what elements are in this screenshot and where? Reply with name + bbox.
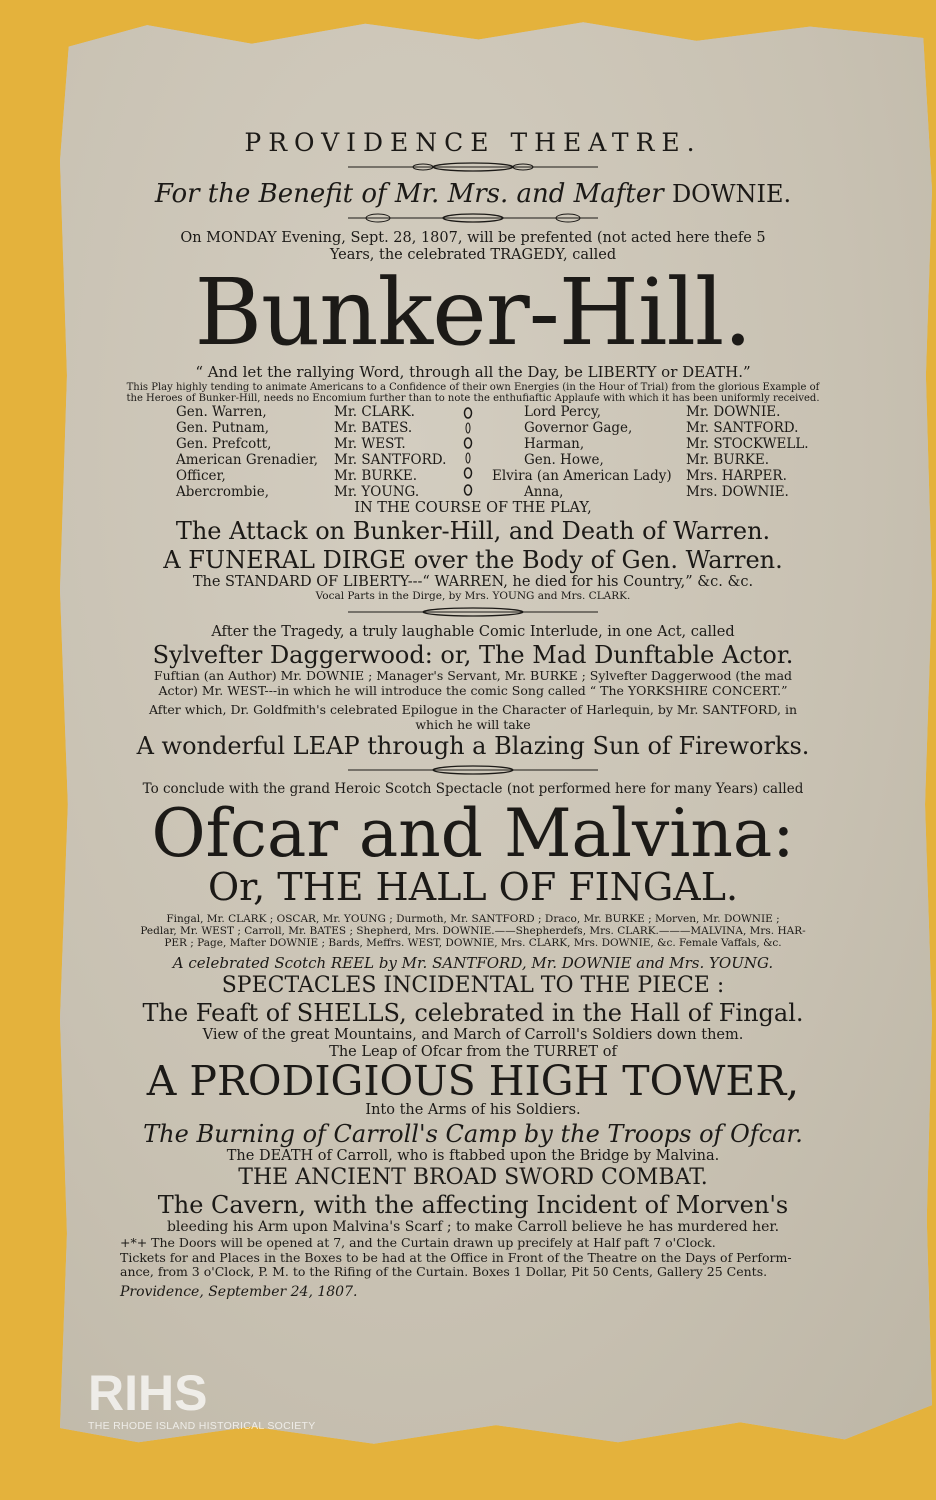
epilogue-line-1: After which, Dr. Goldfmith's celebrated Epilogue in the Character of Harlequin, by Mr. SANTFORD, in (148, 701, 798, 717)
dirge-line: A FUNERAL DIRGE over the Body of Gen. Warren. (163, 545, 783, 574)
fustian-line-1: Fuftian (an Author) Mr. DOWNIE ; Manager's Servant, Mr. BURKE ; Sylvefter Daggerwood (the mad (153, 668, 793, 684)
reel-line: A celebrated Scotch REEL by Mr. SANTFORD, Mr. DOWNIE and Mrs. YOUNG. (172, 954, 774, 973)
feast-line: The Feaft of SHELLS, celebrated in the Hall of Fingal. (142, 998, 804, 1027)
cast-actor: Mr. DOWNIE. (686, 404, 781, 421)
note-line-2: the Heroes of Bunker-Hill, needs no Encomium further than to note the enthufiaftic Applaufe with which it has been uniformly received. (126, 393, 820, 405)
ornament-rule (348, 764, 598, 776)
intro-line-1: On MONDAY Evening, Sept. 28, 1807, will be prefented (not acted here thefe 5 (180, 230, 766, 247)
cast-left-actors (334, 404, 446, 500)
ancient-combat-line: THE ANCIENT BROAD SWORD COMBAT. (238, 1165, 708, 1190)
rihs-name: THE RHODE ISLAND HISTORICAL SOCIETY (88, 1420, 316, 1432)
tickets-line-2: ance, from 3 o'Clock, P. M. to the Rifing of the Curtain. Boxes 1 Dollar, Pit 50 Cents, Gallery 25 Cents. (120, 1264, 768, 1280)
note-line-1: This Play highly tending to animate Americans to a Confidence of their own Energies (in the Hour of Trial) from the glorious Example of (126, 381, 820, 393)
view-line: View of the great Mountains, and March of Carroll's Soldiers down them. (202, 1027, 744, 1044)
chain-divider (462, 406, 474, 498)
cast-role: Elvira (an American Lady) (492, 468, 672, 485)
epilogue-line-2: which he will take (415, 716, 531, 732)
burning-line: The Burning of Carroll's Camp by the Troops of Ofcar. (143, 1119, 803, 1148)
course-heading: IN THE COURSE OF THE PLAY, (354, 500, 592, 517)
main-title: Bunker-Hill. (194, 259, 752, 367)
cavern-line: The Cavern, with the affecting Incident of Morven's (157, 1190, 789, 1219)
tickets-line-1: Tickets for and Places in the Boxes to be had at the Office in Front of the Theatre on the Days of Perform- (120, 1249, 792, 1265)
conclude-line: To conclude with the grand Heroic Scotch Spectacle (not performed here for many Years) called (142, 780, 804, 797)
cast-role: Governor Gage, (524, 420, 633, 437)
cast-actor: Mr. BURKE. (334, 468, 418, 485)
spectacles-heading: SPECTACLES INCIDENTAL TO THE PIECE : (221, 972, 725, 998)
motto: “ And let the rallying Word, through all the Day, be LIBERTY or DEATH.” (195, 363, 751, 382)
cast-actor: Mr. BATES. (334, 420, 413, 437)
cast-actor: Mr. BURKE. (686, 452, 770, 469)
cast-role: Abercrombie, (176, 484, 270, 501)
cast-role: Gen. Prefcott, (176, 436, 272, 453)
rihs-logo: RIHS (88, 1365, 208, 1421)
cast-role: Officer, (176, 468, 226, 485)
bleeding-line: bleeding his Arm upon Malvina's Scarf ; to make Carroll believe he has murdered her. (166, 1219, 780, 1236)
standard-line: The STANDARD OF LIBERTY---“ WARREN, he died for his Country,” &c. &c. (192, 574, 754, 591)
benefit-italic: For the Benefit of Mr. Mrs. and Mafter (154, 178, 672, 209)
cast-list (120, 404, 826, 500)
cast-role: Gen. Warren, (176, 404, 267, 421)
cast-role: Gen. Howe, (524, 452, 604, 469)
cast-actor: Mr. YOUNG. (334, 484, 420, 501)
interlude-line: After the Tragedy, a truly laughable Comic Interlude, in one Act, called (211, 623, 735, 640)
cast-role: American Grenadier, (176, 452, 319, 469)
cast-right-roles (492, 404, 672, 500)
death-line: The DEATH of Carroll, who is ftabbed upon the Bridge by Malvina. (226, 1147, 720, 1164)
theatre-heading: PROVIDENCE THEATRE. (244, 128, 702, 157)
cast-actor: Mrs. DOWNIE. (686, 484, 789, 501)
cast-role: Lord Percy, (524, 404, 602, 421)
cast-left-roles (176, 404, 318, 500)
leap-oscar-line: The Leap of Ofcar from the TURRET of (329, 1044, 617, 1061)
tower-line: A PRODIGIOUS HIGH TOWER, (146, 1057, 800, 1106)
cast-actor: Mr. WEST. (334, 436, 406, 453)
cast2-line-2: Pedlar, Mr. WEST ; Carroll, Mr. BATES ; Shepherd, Mrs. DOWNIE.——Shepherdefs, Mrs. CLARK.———MALVINA, Mrs. HAR- (140, 924, 806, 937)
leap-line: A wonderful LEAP through a Blazing Sun of Fireworks. (136, 732, 810, 761)
ornament-rule (348, 606, 598, 618)
cast2-line-1: Fingal, Mr. CLARK ; OSCAR, Mr. YOUNG ; Durmoth, Mr. SANTFORD ; Draco, Mr. BURKE ; Morven, Mr. DOWNIE ; (166, 913, 780, 926)
fingal-subtitle: Or, THE HALL OF FINGAL. (207, 865, 739, 910)
dateline: Providence, September 24, 1807. (120, 1284, 358, 1301)
cast-actor: Mr. SANTFORD. (334, 452, 447, 469)
benefit-downie: DOWNIE. (671, 179, 792, 208)
ornament-rule (348, 161, 598, 173)
cast-actor: Mr. CLARK. (334, 404, 415, 421)
doors-line: +*+ The Doors will be opened at 7, and the Curtain drawn up precifely at Half paft 7 o'Clock. (120, 1234, 716, 1250)
fustian-line-2: Actor) Mr. WEST---in which he will introduce the comic Song called “ The YORKSHIRE CONCERT.” (158, 683, 788, 699)
cast-right-actors (686, 404, 809, 500)
playbill-content (120, 120, 826, 1301)
intro-line-2: Years, the celebrated TRAGEDY, called (329, 247, 617, 264)
cast-role: Gen. Putnam, (176, 420, 270, 437)
cast-actor: Mr. STOCKWELL. (686, 436, 809, 453)
vocal-line: Vocal Parts in the Dirge, by Mrs. YOUNG and Mrs. CLARK. (315, 590, 631, 603)
benefit-line (120, 179, 826, 210)
cast-role: Anna, (524, 484, 564, 501)
oscar-title: Ofcar and Malvina: (151, 794, 795, 872)
ornament-rule (348, 212, 598, 224)
cast-actor: Mrs. HARPER. (686, 468, 787, 485)
cast-role: Harman, (524, 436, 585, 453)
attack-line: The Attack on Bunker-Hill, and Death of Warren. (175, 517, 771, 546)
sylvester-title: Sylvefter Daggerwood: or, The Mad Dunftable Actor. (152, 640, 794, 669)
rihs-watermark (88, 1365, 328, 1432)
cast-actor: Mr. SANTFORD. (686, 420, 799, 437)
arms-line: Into the Arms of his Soldiers. (365, 1102, 581, 1119)
cast2-line-3: PER ; Page, Mafter DOWNIE ; Bards, Meffrs. WEST, DOWNIE, Mrs. CLARK, Mrs. DOWNIE, &c. Female Vaffals, &c. (164, 936, 782, 949)
